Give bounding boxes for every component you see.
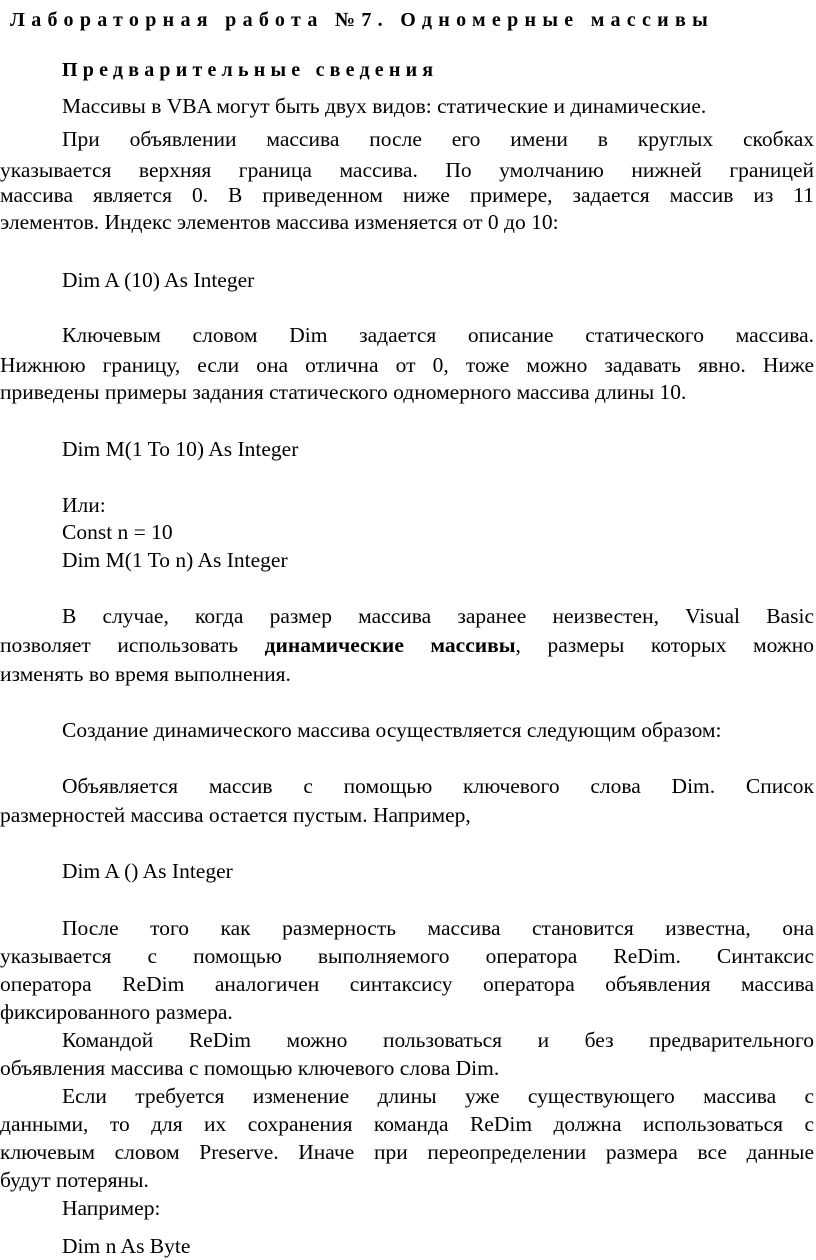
paragraph-line: объявления массива с помощью ключевого слова Dim. bbox=[0, 1056, 500, 1080]
paragraph-line: данными, то для их сохранения команда ReDim должна использоваться с bbox=[0, 1112, 814, 1136]
code-line: Dim M(1 To 10) As Integer bbox=[62, 437, 299, 461]
paragraph-line: После того как размерность массива становится известна, она bbox=[62, 916, 814, 940]
paragraph-line: Или: bbox=[62, 493, 106, 517]
code-line: Dim M(1 To n) As Integer bbox=[62, 548, 288, 572]
paragraph-line: ключевым словом Preserve. Иначе при переопределении размера все данные bbox=[0, 1140, 814, 1164]
paragraph-line: приведены примеры задания статического одномерного массива длины 10. bbox=[0, 380, 687, 404]
page-title: Лабораторная работа №7. Одномерные массивы bbox=[10, 9, 715, 31]
text-run: позволяет использовать bbox=[0, 633, 265, 657]
paragraph-line: Например: bbox=[62, 1196, 161, 1220]
code-line: Dim A (10) As Integer bbox=[62, 268, 255, 292]
bold-term: динамические массивы bbox=[264, 633, 516, 657]
paragraph-line bbox=[0, 631, 814, 659]
paragraph-line: изменять во время выполнения. bbox=[0, 662, 291, 686]
code-line: Const n = 10 bbox=[62, 520, 173, 544]
paragraph-line: Командой ReDim можно пользоваться и без предварительного bbox=[62, 1028, 814, 1052]
paragraph-line: фиксированного размера. bbox=[0, 1000, 233, 1024]
paragraph-line: Объявляется массив с помощью ключевого слова Dim. Список bbox=[62, 774, 814, 798]
paragraph-line: Ключевым словом Dim задается описание статического массива. bbox=[62, 323, 814, 347]
paragraph-line: размерностей массива остается пустым. Например, bbox=[0, 803, 471, 827]
text-run: , размеры которых можно bbox=[515, 633, 814, 657]
paragraph-line: При объявлении массива после его имени в круглых скобках bbox=[62, 127, 814, 151]
paragraph-line: будут потеряны. bbox=[0, 1168, 149, 1192]
paragraph-line: оператора ReDim аналогичен синтаксису оператора объявления массива bbox=[0, 972, 814, 996]
code-line: Dim A () As Integer bbox=[62, 859, 233, 883]
paragraph-line: Если требуется изменение длины уже существующего массива с bbox=[62, 1084, 814, 1108]
paragraph-line: Нижнюю границу, если она отлична от 0, тоже можно задавать явно. Ниже bbox=[0, 353, 814, 377]
paragraph-line: указывается с помощью выполняемого оператора ReDim. Синтаксис bbox=[0, 944, 814, 968]
paragraph-line: указывается верхняя граница массива. По умолчанию нижней границей bbox=[0, 158, 814, 182]
paragraph-line: Массивы в VBA могут быть двух видов: статические и динамические. bbox=[62, 94, 707, 118]
paragraph-line: элементов. Индекс элементов массива изменяется от 0 до 10: bbox=[0, 210, 559, 234]
paragraph-line: В случае, когда размер массива заранее неизвестен, Visual Basic bbox=[62, 604, 814, 628]
paragraph-line: массива является 0. В приведенном ниже примере, задается массив из 11 bbox=[0, 183, 814, 207]
code-line: Dim n As Byte bbox=[62, 1234, 191, 1258]
paragraph-line: Создание динамического массива осуществляется следующим образом: bbox=[62, 718, 722, 742]
section-heading: Предварительные сведения bbox=[62, 59, 439, 81]
